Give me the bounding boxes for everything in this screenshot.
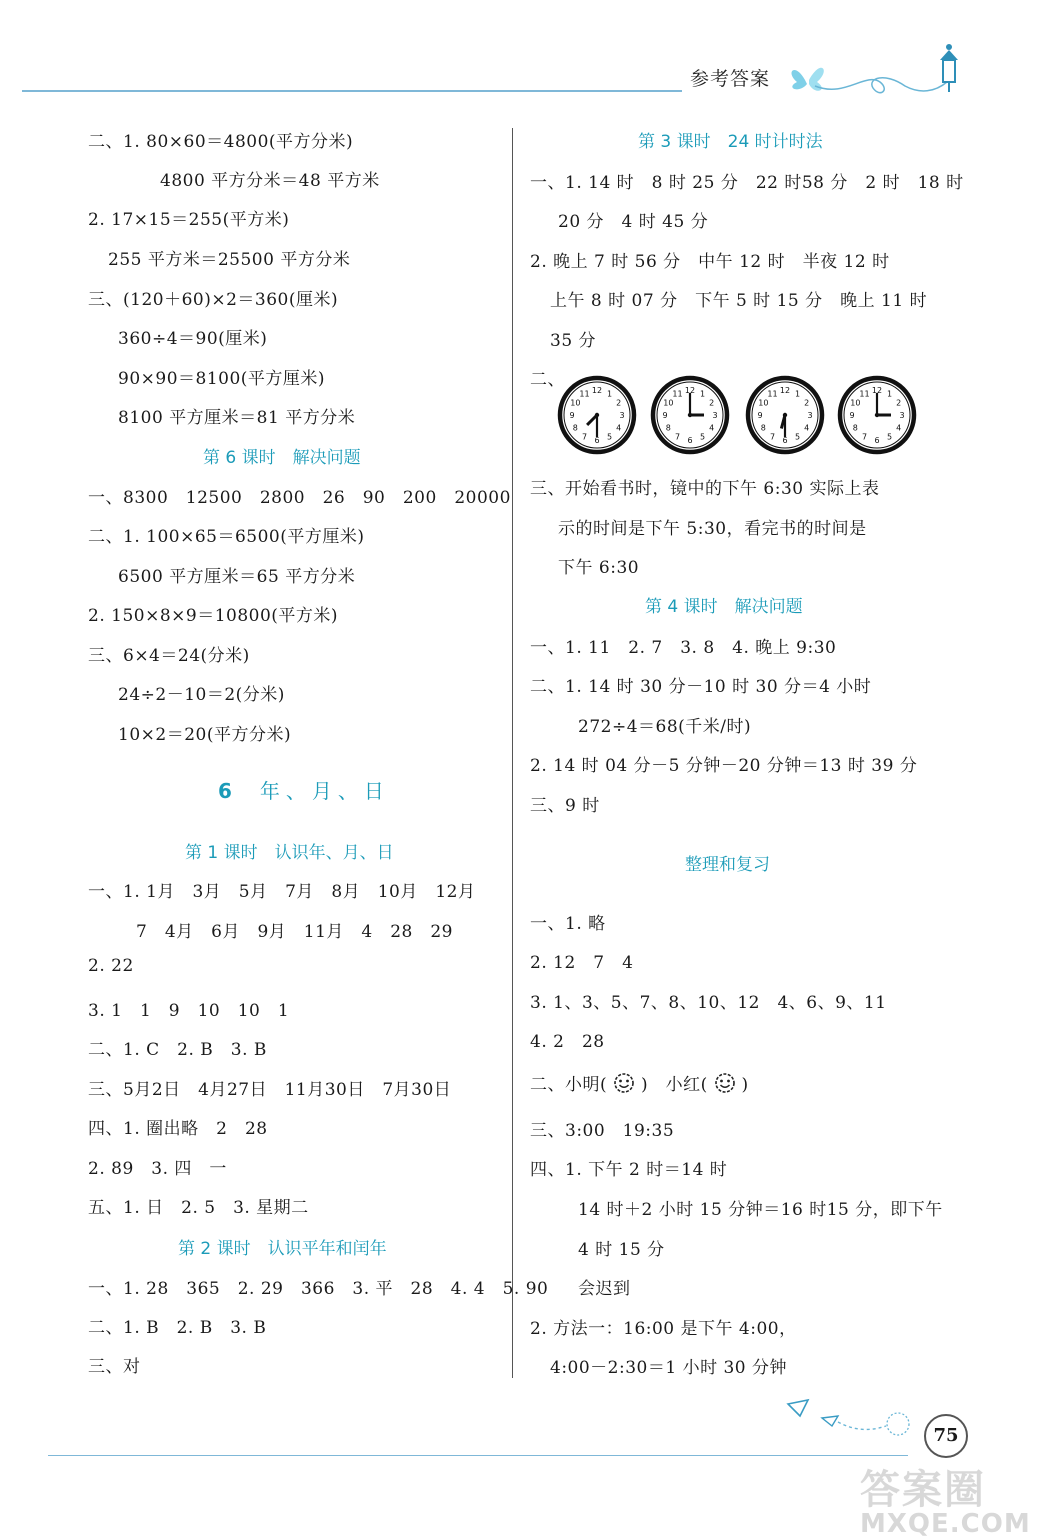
clock-numeral: 10	[663, 398, 674, 408]
text-line: 示的时间是下午 5:30，看完书的时间是	[558, 519, 867, 539]
clock-numeral: 5	[606, 432, 613, 442]
clock-numeral: 3	[712, 411, 718, 420]
text-line: 20 分 4 时 45 分	[558, 212, 709, 232]
clock-numeral: 10	[570, 398, 581, 408]
footer-rule	[48, 1455, 908, 1456]
header-title: 参考答案	[690, 68, 771, 90]
text-line: 四、1. 圈出略 2 28	[88, 1119, 268, 1139]
clock-numeral: 7	[769, 432, 776, 442]
text-line: 一、1. 1月 3月 5月 7月 8月 10月 12月	[88, 882, 476, 902]
clock-numeral: 12	[591, 386, 603, 395]
section-heading: 第 3 课时 24 时计时法	[638, 132, 823, 152]
clock-numeral: 2	[709, 398, 715, 408]
text-line: 一、1. 28 365 2. 29 366 3. 平 28 4. 4 5. 90	[88, 1279, 549, 1299]
text-line: 二、1. 100×65＝6500(平方厘米)	[88, 527, 365, 547]
text-line: 一、1. 14 时 8 时 25 分 22 时58 分 2 时 18 时	[530, 173, 964, 193]
section-heading: 第 1 课时 认识年、月、日	[185, 843, 394, 863]
clock-numeral: 2	[804, 398, 810, 408]
clock-numeral: 7	[674, 432, 681, 442]
clock-numeral: 7	[581, 432, 588, 442]
clock-numeral: 8	[852, 423, 858, 433]
text-line: 三、5月2日 4月27日 11月30日 7月30日	[88, 1080, 452, 1100]
page-number: 75	[924, 1414, 968, 1458]
chapter-number: 6	[218, 779, 238, 803]
chapter-name: 年、月、日	[259, 779, 390, 803]
text-line: 3. 1 1 9 10 10 1	[88, 1001, 290, 1021]
text-line: 14 时＋2 小时 15 分钟＝16 时15 分，即下午	[578, 1200, 943, 1220]
section-heading: 第 6 课时 解决问题	[203, 448, 361, 468]
clock-numeral: 8	[665, 423, 671, 433]
text-line: 4. 2 28	[530, 1032, 605, 1052]
smiley-face-icon	[714, 1072, 736, 1094]
text-line: 会迟到	[578, 1279, 631, 1299]
clock-numeral: 12	[684, 386, 696, 395]
clock-numeral: 6	[687, 436, 693, 445]
text-line: 三、3:00 19:35	[530, 1121, 675, 1141]
text-line: 35 分	[550, 331, 597, 351]
text-line: 三、9 时	[530, 796, 600, 816]
text-line: 272÷4＝68(千米/时)	[578, 717, 752, 737]
text-line: 6500 平方厘米＝65 平方分米	[118, 567, 356, 587]
text-line: 四、1. 下午 2 时＝14 时	[530, 1160, 728, 1180]
text-line: 4800 平方分米＝48 平方米	[160, 171, 380, 191]
clock-icon	[650, 375, 730, 455]
clock-numeral: 10	[758, 398, 769, 408]
clock-numeral: 6	[874, 436, 880, 445]
section-heading: 整理和复习	[685, 855, 770, 875]
clock-numeral: 11	[579, 389, 590, 399]
smiley-face-icon	[613, 1072, 635, 1094]
watermark-text: 答案圈	[860, 1467, 986, 1513]
clock-numeral: 6	[782, 436, 788, 445]
text-line: 360÷4＝90(厘米)	[118, 329, 268, 349]
clock-numeral: 1	[794, 389, 801, 399]
clock-numeral: 8	[572, 423, 578, 433]
text-line: 3. 1、3、5、7、8、10、12 4、6、9、11	[530, 993, 887, 1013]
text-line: 4 时 15 分	[578, 1240, 665, 1260]
clock-numeral: 3	[619, 411, 625, 420]
text-line: 24÷2－10＝2(分米)	[118, 685, 285, 705]
text-line: 2. 12 7 4	[530, 953, 634, 973]
text-line: 二、1. C 2. B 3. B	[88, 1040, 267, 1060]
clock-numeral: 1	[699, 389, 706, 399]
text-line: 上午 8 时 07 分 下午 5 时 15 分 晚上 11 时	[550, 291, 928, 311]
text-line: 2. 方法一：16:00 是下午 4:00，	[530, 1319, 797, 1339]
text-line: 三、6×4＝24(分米)	[88, 646, 250, 666]
clock-numeral: 11	[859, 389, 870, 399]
chapter-title	[218, 775, 390, 804]
faces-suffix: )	[741, 1075, 749, 1095]
clock-numeral: 4	[709, 423, 715, 433]
text-line: 二、1. 14 时 30 分－10 时 30 分＝4 小时	[530, 677, 872, 697]
clock-numeral: 4	[616, 423, 622, 433]
clock-numeral: 12	[779, 386, 791, 395]
clock-numeral: 1	[886, 389, 893, 399]
section-heading: 第 2 课时 认识平年和闰年	[178, 1239, 387, 1259]
text-line: 一、1. 略	[530, 914, 606, 934]
clock-numeral: 8	[760, 423, 766, 433]
clock-numeral: 3	[899, 411, 905, 420]
clock-center	[783, 413, 787, 417]
clock-center	[875, 413, 879, 417]
clock-center	[688, 413, 692, 417]
clock-numeral: 11	[767, 389, 778, 399]
text-line: 二、1. 80×60＝4800(平方分米)	[88, 132, 354, 152]
clock-numeral: 5	[699, 432, 706, 442]
clock-numeral: 6	[594, 436, 600, 445]
clock-icon	[745, 375, 825, 455]
clock-numeral: 9	[569, 411, 575, 420]
text-line: 8100 平方厘米＝81 平方分米	[118, 408, 356, 428]
clock-numeral: 2	[616, 398, 622, 408]
text-line: 三、开始看书时，镜中的下午 6:30 实际上表	[530, 479, 880, 499]
clock-numeral: 5	[886, 432, 893, 442]
text-line: 一、8300 12500 2800 26 90 200 20000	[88, 488, 511, 508]
clock-numeral: 7	[861, 432, 868, 442]
clock-numeral: 9	[662, 411, 668, 420]
text-line: 三、(120＋60)×2＝360(厘米)	[88, 290, 339, 310]
butterfly-lantern-icon	[785, 42, 970, 97]
text-line: 三、对	[88, 1357, 141, 1377]
clock-numeral: 4	[896, 423, 902, 433]
text-line: 2. 150×8×9＝10800(平方米)	[88, 606, 339, 626]
text-line: 二、1. B 2. B 3. B	[88, 1318, 267, 1338]
clock-numeral: 10	[850, 398, 861, 408]
text-line: 一、1. 11 2. 7 3. 8 4. 晚上 9:30	[530, 638, 837, 658]
text-line: 二、	[530, 370, 565, 390]
clock-center	[595, 413, 599, 417]
text-line: 255 平方米＝25500 平方分米	[108, 250, 351, 270]
watermark	[860, 1458, 1031, 1539]
text-line: 4:00－2:30＝1 小时 30 分钟	[550, 1358, 788, 1378]
clock-numeral: 9	[757, 411, 763, 420]
text-line: 2. 17×15＝255(平方米)	[88, 210, 290, 230]
paper-plane-icon	[778, 1390, 923, 1445]
text-line: 2. 晚上 7 时 56 分 中午 12 时 半夜 12 时	[530, 252, 890, 272]
text-line: 下午 6:30	[558, 558, 640, 578]
clock-icon	[557, 375, 637, 455]
text-line: 7 4月 6月 9月 11月 4 28 29	[136, 922, 453, 942]
text-line: 2. 22	[88, 956, 134, 976]
clock-numeral: 9	[849, 411, 855, 420]
clock-numeral: 3	[807, 411, 813, 420]
clock-numeral: 11	[672, 389, 683, 399]
text-line: 90×90＝8100(平方厘米)	[118, 369, 326, 389]
clock-numeral: 1	[606, 389, 613, 399]
column-divider	[512, 128, 513, 1378]
text-line: 2. 14 时 04 分－5 分钟－20 分钟＝13 时 39 分	[530, 756, 918, 776]
text-line: 2. 89 3. 四 一	[88, 1159, 227, 1179]
text-line: 10×2＝20(平方分米)	[118, 725, 292, 745]
header-rule	[22, 90, 682, 92]
clock-numeral: 4	[804, 423, 810, 433]
text-line: 五、1. 日 2. 5 3. 星期二	[88, 1198, 309, 1218]
clock-numeral: 2	[896, 398, 902, 408]
section-heading: 第 4 课时 解决问题	[645, 597, 803, 617]
faces-answer-line	[530, 1070, 749, 1095]
watermark-url: MXQE.COM	[860, 1509, 1031, 1539]
clock-numeral: 12	[871, 386, 883, 395]
clock-numeral: 5	[794, 432, 801, 442]
clock-icon	[837, 375, 917, 455]
faces-prefix: 二、小明(	[530, 1075, 608, 1095]
faces-mid: ) 小红(	[640, 1075, 708, 1095]
